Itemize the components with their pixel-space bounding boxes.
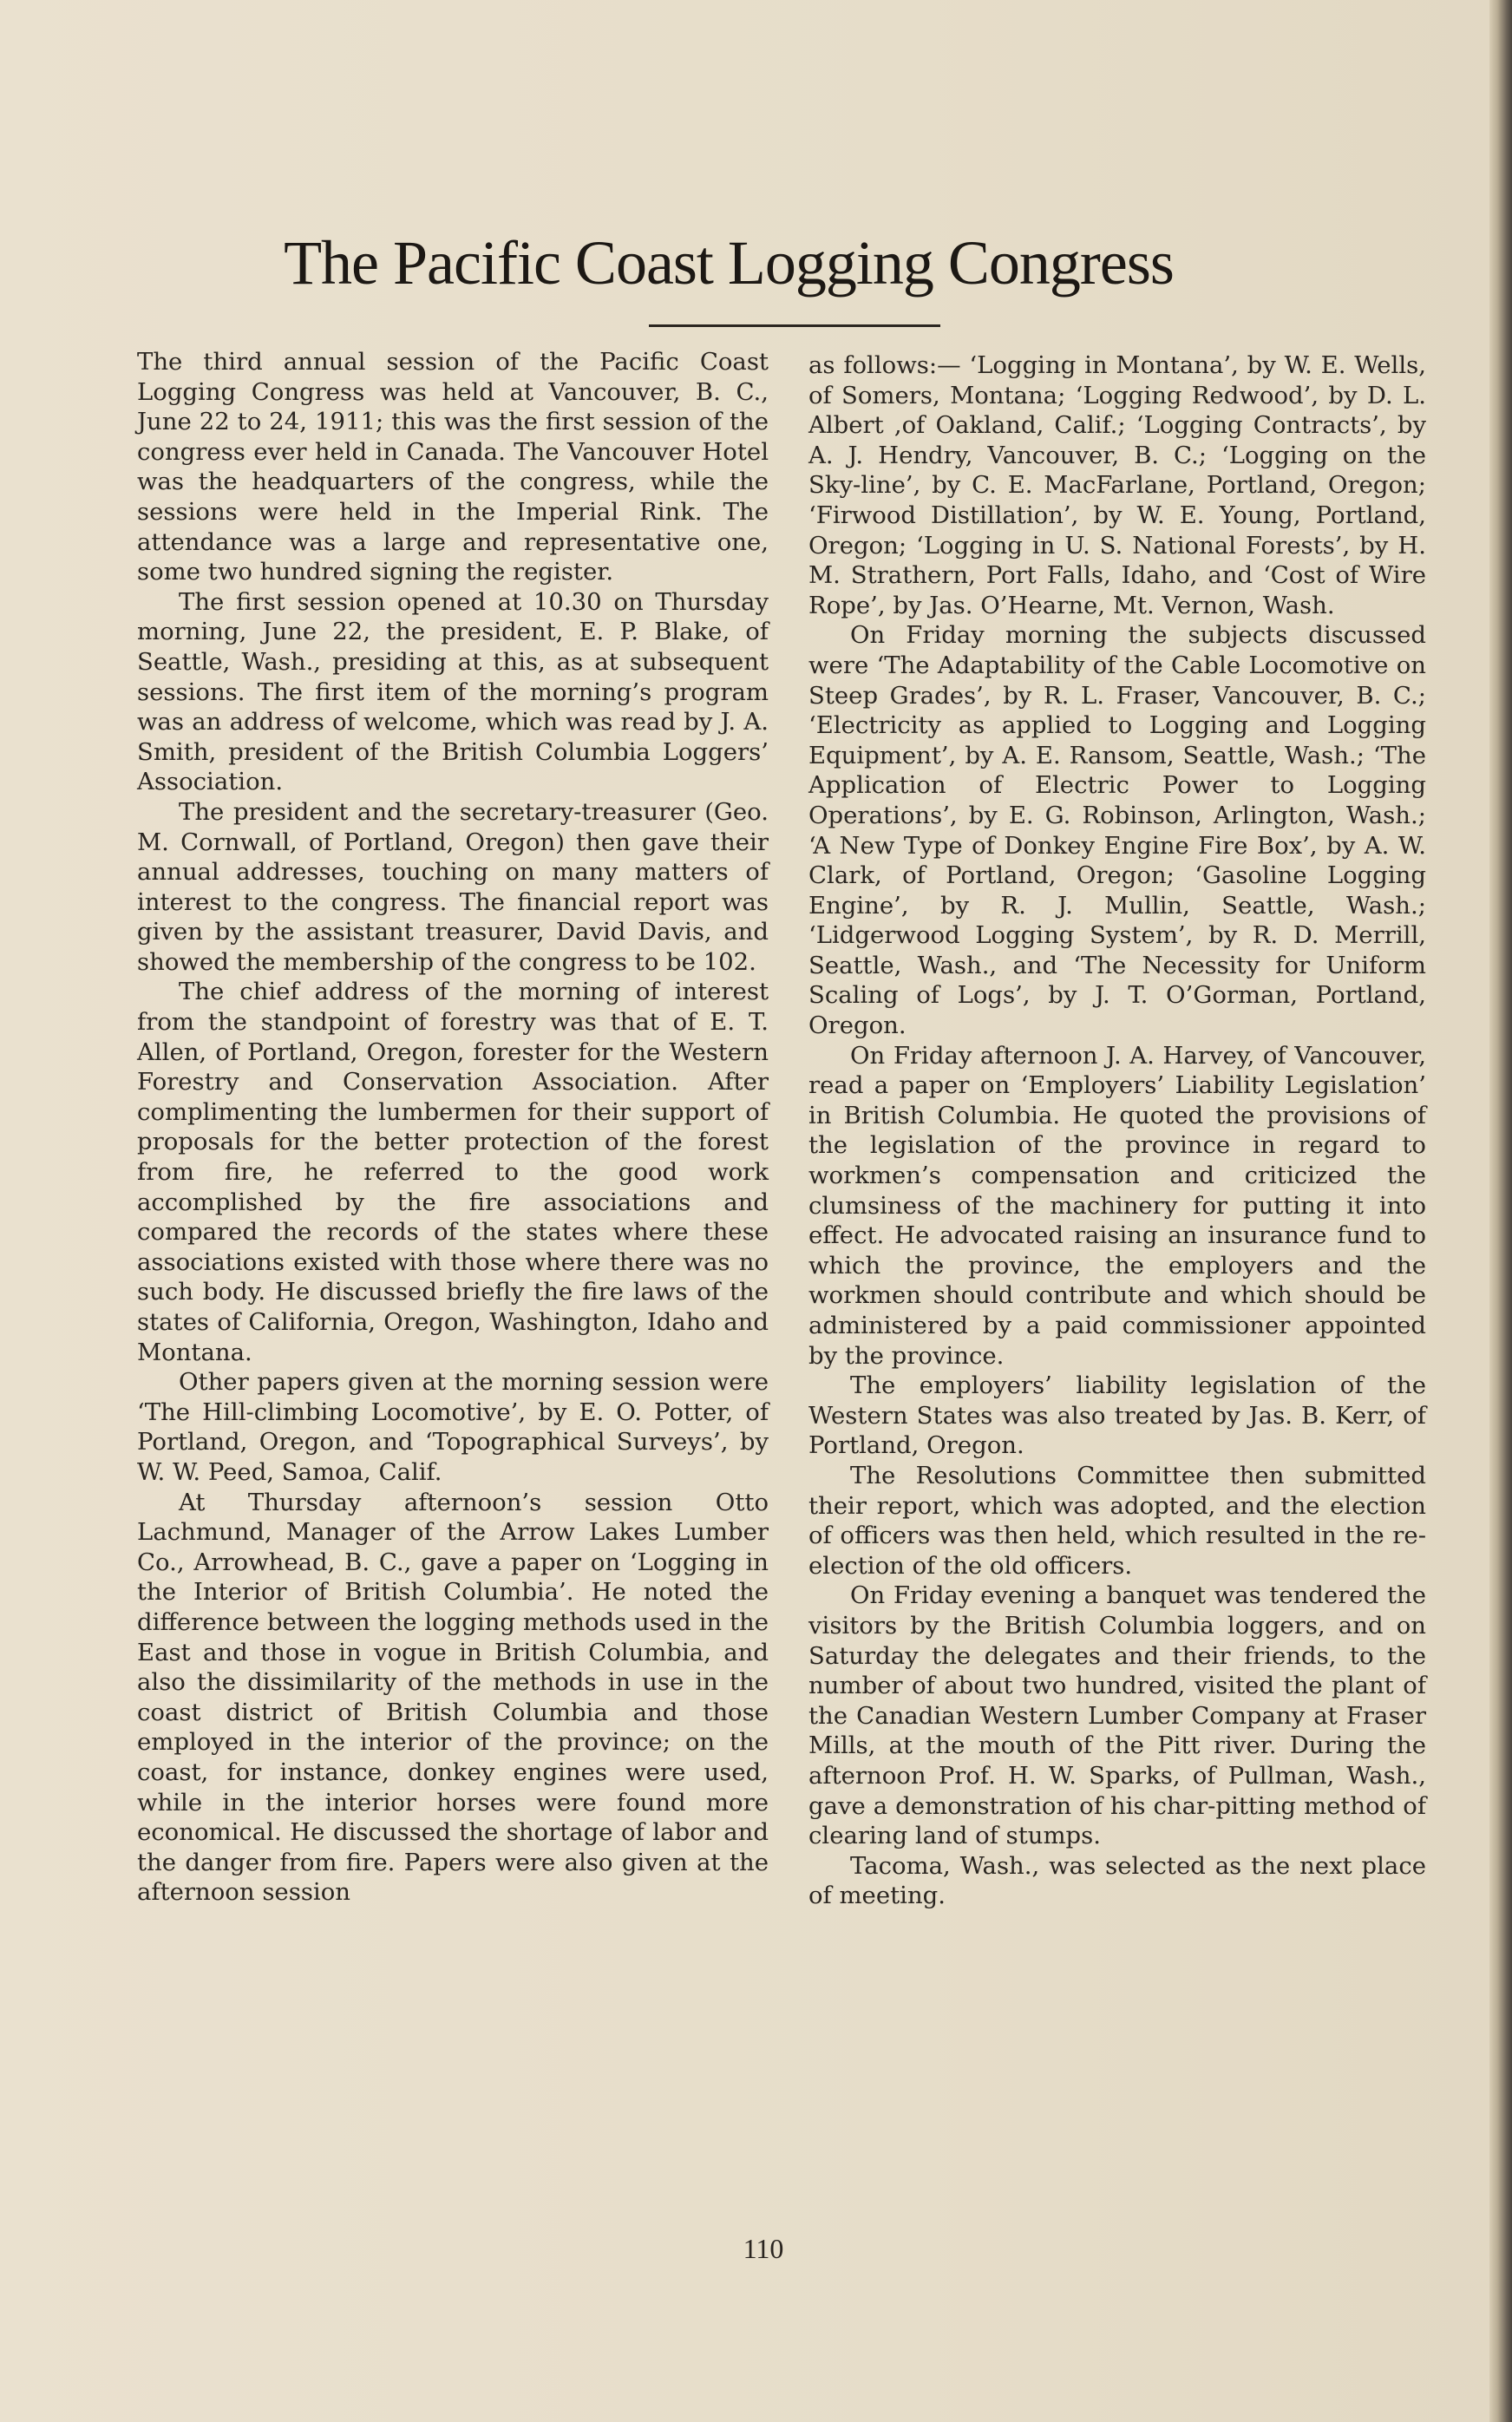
- paragraph: The first session opened at 10.30 on Thursday morning, June 22, the president, E. P. Blake, of Seattle, Wash., presiding at this, as at subsequent sessions. The first item of the morning’s program was an address of welcome, which was read by J. A. Smith, president of the British Columbia Loggers’ Association.: [137, 587, 769, 796]
- paragraph: On Friday afternoon J. A. Harvey, of Vancouver, read a paper on ‘Employers’ Liability Legislation’ in British Columbia. He quoted the provisions of the legislation of the province in regard to workmen’s compensation and criticized the clumsiness of the machinery for putting it into effect. He advocated raising an insurance fund to which the province, the employers and the workmen should contribute and which should be administered by a paid commissioner appointed by the province.: [808, 1041, 1426, 1370]
- title-divider: [649, 324, 940, 327]
- book-spine-shadow: [1489, 0, 1512, 2422]
- paragraph: At Thursday afternoon’s session Otto Lachmund, Manager of the Arrow Lakes Lumber Co., Arrowhead, B. C., gave a paper on ‘Logging in the Interior of British Columbia’. He noted the difference between the logging methods used in the East and those in vogue in British Columbia, and also the dissimilarity of the methods in use in the coast district of British Columbia and those employed in the interior of the province; on the coast, for instance, donkey engines were used, while in the interior horses were found more economical. He discussed the shortage of labor and the danger from fire. Papers were also given at the afternoon session: [137, 1488, 769, 1907]
- right-column: [808, 350, 1426, 1911]
- left-column: [137, 347, 769, 1908]
- paragraph: Other papers given at the morning session were ‘The Hill-climbing Locomotive’, by E. O. Potter, of Portland, Oregon, and ‘Topographical Surveys’, by W. W. Peed, Samoa, Calif.: [137, 1368, 769, 1486]
- paragraph: On Friday evening a banquet was tendered the visitors by the British Columbia loggers, and on Saturday the delegates and their friends, to the number of about two hundred, visited the plant of the Canadian Western Lumber Company at Fraser Mills, at the mouth of the Pitt river. During the afternoon Prof. H. W. Sparks, of Pullman, Wash., gave a demonstration of his char-pitting method of clearing land of stumps.: [808, 1581, 1426, 1850]
- paragraph: as follows:— ‘Logging in Montana’, by W. E. Wells, of Somers, Montana; ‘Logging Redwood’, by D. L. Albert ,of Oakland, Calif.; ‘Logging Contracts’, by A. J. Hendry, Vancouver, B. C.; ‘Logging on the Sky-line’, by C. E. MacFarlane, Portland, Oregon; ‘Firwood Distillation’, by W. E. Young, Portland, Oregon; ‘Logging in U. S. National Forests’, by H. M. Strathern, Port Falls, Idaho, and ‘Cost of Wire Rope’, by Jas. O’Hearne, Mt. Vernon, Wash.: [808, 351, 1426, 619]
- paragraph: The Resolutions Committee then submitted their report, which was adopted, and the election of officers was then held, which resulted in the re-election of the old officers.: [808, 1461, 1426, 1580]
- paragraph: The third annual session of the Pacific Coast Logging Congress was held at Vancouver, B. C., June 22 to 24, 1911; this was the first session of the congress ever held in Canada. The Vancouver Hotel was the headquarters of the congress, while the sessions were held in the Imperial Rink. The attendance was a large and representative one, some two hundred signing the register.: [137, 348, 769, 586]
- paragraph: On Friday morning the subjects discussed were ‘The Adaptability of the Cable Locomotive on Steep Grades’, by R. L. Fraser, Vancouver, B. C.; ‘Electricity as applied to Logging and Logging Equipment’, by A. E. Ransom, Seattle, Wash.; ‘The Application of Electric Power to Logging Operations’, by E. G. Robinson, Arlington, Wash.; ‘A New Type of Donkey Engine Fire Box’, by A. W. Clark, of Portland, Oregon; ‘Gasoline Logging Engine’, by R. J. Mullin, Seattle, Wash.; ‘Lidgerwood Logging System’, by R. D. Merrill, Seattle, Wash., and ‘The Necessity for Uniform Scaling of Logs’, by J. T. O’Gorman, Portland, Oregon.: [808, 621, 1426, 1040]
- article-title: The Pacific Coast Logging Congress: [284, 228, 1174, 298]
- paragraph: The president and the secretary-treasurer (Geo. M. Cornwall, of Portland, Oregon) then gave their annual addresses, touching on many matters of interest to the congress. The financial report was given by the assistant treasurer, David Davis, and showed the membership of the congress to be 102.: [137, 797, 769, 976]
- paragraph: The employers’ liability legislation of the Western States was also treated by Jas. B. Kerr, of Portland, Oregon.: [808, 1371, 1426, 1460]
- paragraph: Tacoma, Wash., was selected as the next place of meeting.: [808, 1851, 1426, 1910]
- paragraph: The chief address of the morning of interest from the standpoint of forestry was that of E. T. Allen, of Portland, Oregon, forester for the Western Forestry and Conservation Association. After complimenting the lumbermen for their support of proposals for the better protection of the forest from fire, he referred to the good work accomplished by the fire associations and compared the records of the states where these associations existed with those where there was no such body. He discussed briefly the fire laws of the states of California, Oregon, Washington, Idaho and Montana.: [137, 978, 769, 1366]
- page-number: 110: [743, 2233, 784, 2264]
